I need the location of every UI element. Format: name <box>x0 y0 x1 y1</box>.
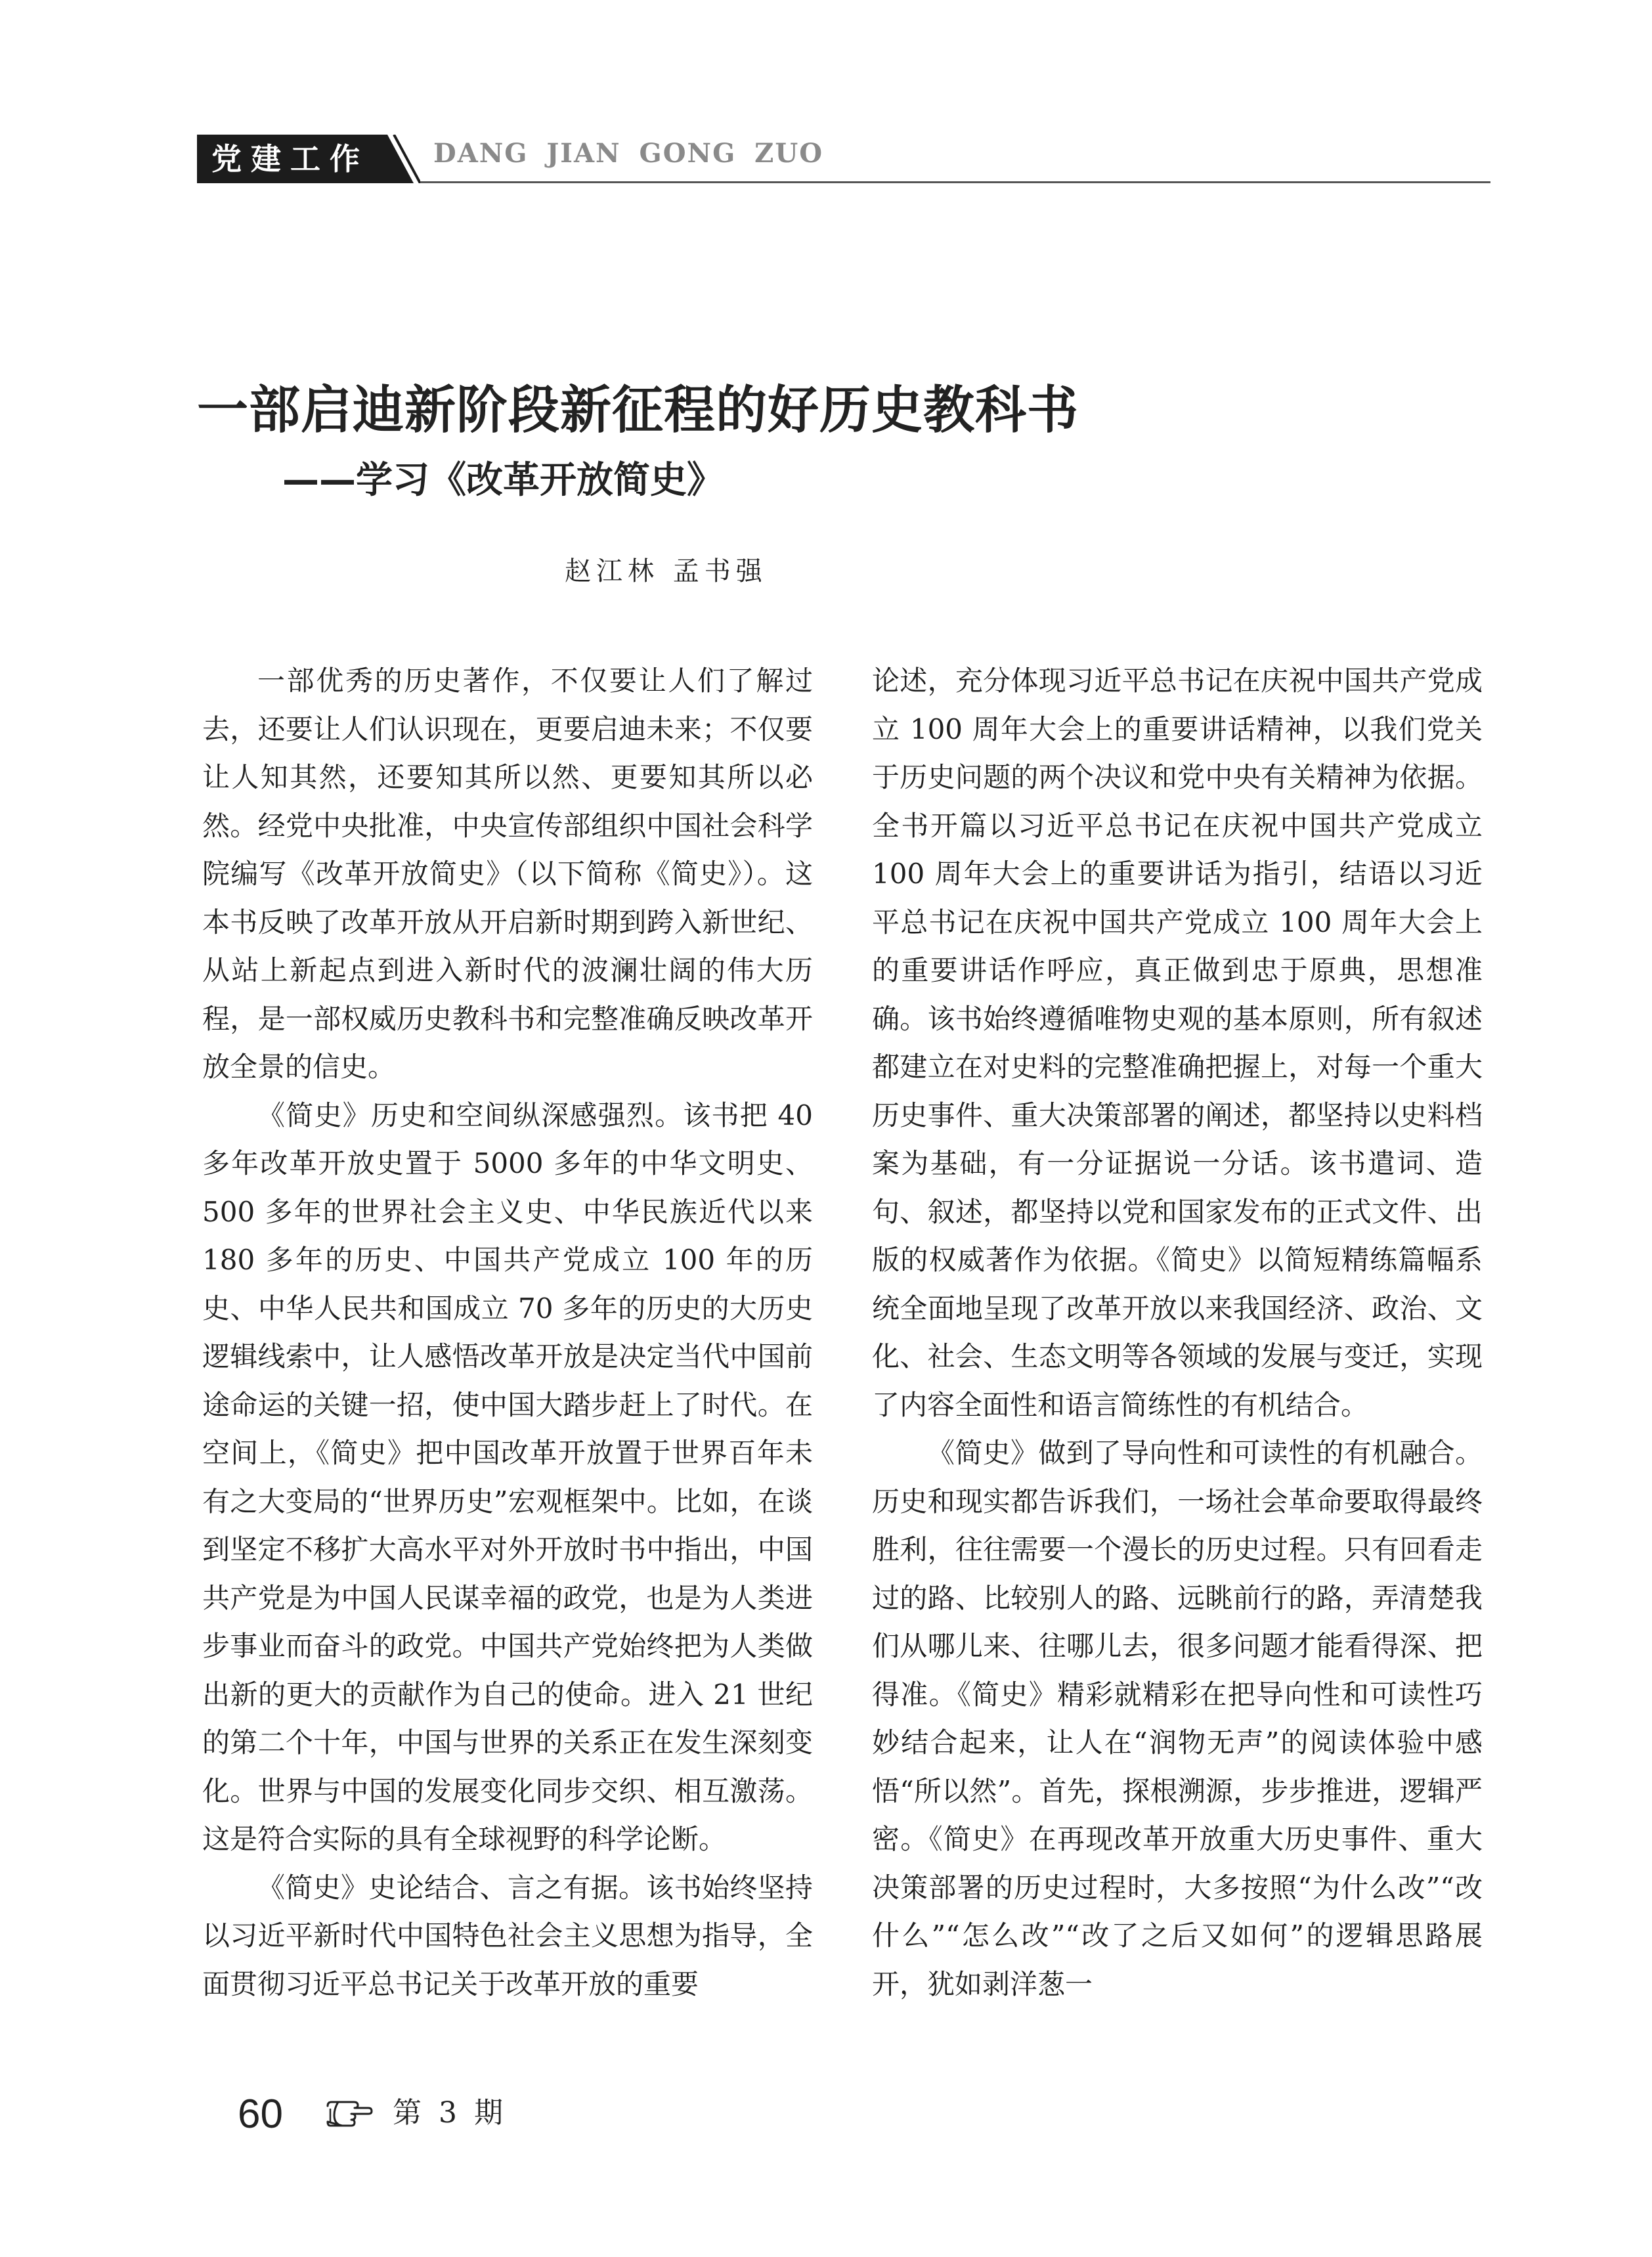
pointing-hand-icon <box>325 2099 374 2128</box>
page-number: 60 <box>238 2092 283 2137</box>
paragraph: 一部优秀的历史著作，不仅要让人们了解过去，还要让人们认识现在，更要启迪未来；不仅要让人知其然，还要知其所以然、更要知其所以必然。经党中央批准，中央宣传部组织中国社会科学院编写《改革开放简史》（以下简称《简史》）。这本书反映了改革开放从开启新时期到跨入新世纪、从站上新起点到进入新时代的波澜壮阔的伟大历程，是一部权威历史教科书和完整准确反映改革开放全景的信史。 <box>202 665 813 1083</box>
section-tab <box>197 135 420 183</box>
section-title-en: DANG JIAN GONG ZUO <box>433 138 824 169</box>
body-column-right <box>872 657 1483 2008</box>
article-subtitle: ——学习《改革开放简史》 <box>282 459 724 502</box>
header-rule <box>420 181 1490 183</box>
issue-number: 第 3 期 <box>393 2096 507 2130</box>
paragraph: 《简史》做到了导向性和可读性的有机融合。历史和现实都告诉我们，一场社会革命要取得最终胜利，往往需要一个漫长的历史过程。只有回看走过的路、比较别人的路、远眺前行的路，弄清楚我们从哪儿来、往哪儿去，很多问题才能看得深、把得准。《简史》精彩就精彩在把导向性和可读性巧妙结合起来，让人在“润物无声”的阅读体验中感悟“所以然”。首先，探根溯源，步步推进，逻辑严密。《简史》在再现改革开放重大历史事件、重大决策部署的历史过程时，大多按照“为什么改”“改什么”“怎么改”“改了之后又如何”的逻辑思路展开，犹如剥洋葱一 <box>872 1437 1483 2000</box>
article-authors: 赵江林 孟书强 <box>565 556 768 586</box>
paragraph: 论述，充分体现习近平总书记在庆祝中国共产党成立 100 周年大会上的重要讲话精神，以我们党关于历史问题的两个决议和党中央有关精神为依据。全书开篇以习近平总书记在庆祝中国共产党成立 100 周年大会上的重要讲话为指引，结语以习近平总书记在庆祝中国共产党成立 100 周年大会上的重要讲话作呼应，真正做到忠于原典，思想准确。该书始终遵循唯物史观的基本原则，所有叙述都建立在对史料的完整准确把握上，对每一个重大历史事件、重大决策部署的阐述，都坚持以史料档案为基础，有一分证据说一分话。该书遣词、造句、叙述，都坚持以党和国家发布的正式文件、出版的权威著作为依据。《简史》以简短精练篇幅系统全面地呈现了改革开放以来我国经济、政治、文化、社会、生态文明等各领域的发展与变迁，实现了内容全面性和语言简练性的有机结合。 <box>872 665 1483 1421</box>
paragraph: 《简史》历史和空间纵深感强烈。该书把 40 多年改革开放史置于 5000 多年的中华文明史、500 多年的世界社会主义史、中华民族近代以来 180 多年的历史、中国共产党成立 100 年的历史、中华人民共和国成立 70 多年的历史的大历史逻辑线索中，让人感悟改革开放是决定当代中国前途命运的关键一招，使中国大踏步赶上了时代。在空间上，《简史》把中国改革开放置于世界百年未有之大变局的“世界历史”宏观框架中。比如，在谈到坚定不移扩大高水平对外开放时书中指出，中国共产党是为中国人民谋幸福的政党，也是为人类进步事业而奋斗的政党。中国共产党始终把为人类做出新的更大的贡献作为自己的使命。进入 21 世纪的第二个十年，中国与世界的关系正在发生深刻变化。世界与中国的发展变化同步交织、相互激荡。这是符合实际的具有全球视野的科学论断。 <box>202 1099 813 1855</box>
paragraph: 《简史》史论结合、言之有据。该书始终坚持以习近平新时代中国特色社会主义思想为指导，全面贯彻习近平总书记关于改革开放的重要 <box>202 1871 813 2000</box>
body-column-left <box>202 657 813 2008</box>
section-title-cn: 党建工作 <box>211 141 369 177</box>
article-title: 一部启迪新阶段新征程的好历史教科书 <box>197 381 1079 440</box>
